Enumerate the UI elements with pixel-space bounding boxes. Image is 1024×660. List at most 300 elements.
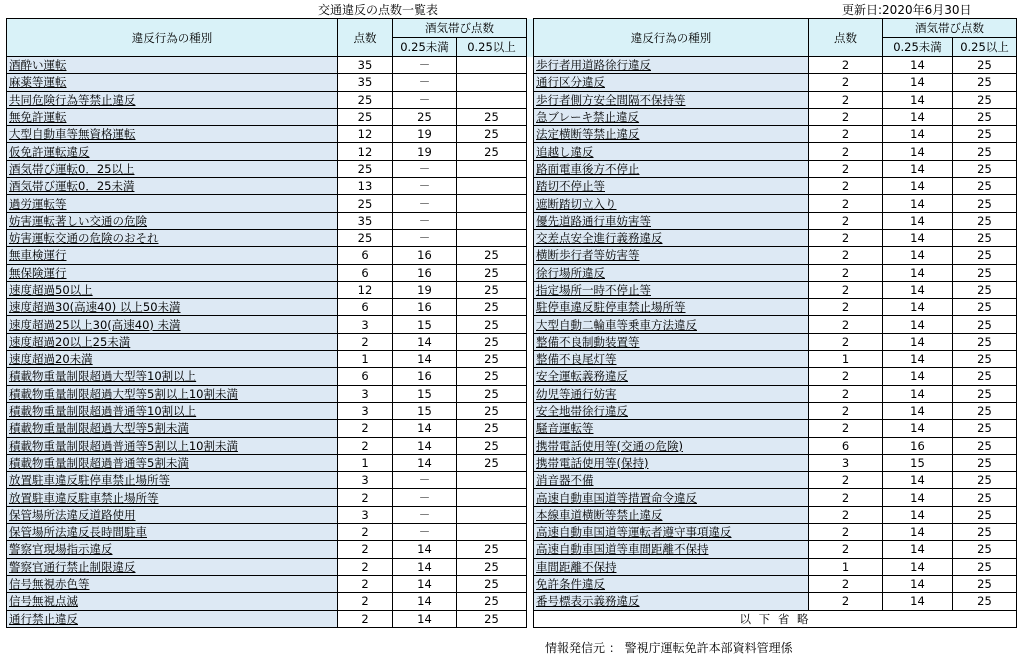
- table-row: [7, 610, 1017, 627]
- points-value: 1: [809, 351, 883, 368]
- violation-type: 高速自動車国道等措置命令違反: [534, 489, 809, 506]
- alcohol-ge025-value: 25: [457, 558, 527, 575]
- column-gap: [527, 108, 534, 125]
- violation-type: 仮免許運転違反: [7, 143, 338, 160]
- alcohol-lt025-value: 15: [883, 454, 953, 471]
- alcohol-lt025-value: 14: [393, 333, 457, 350]
- table-row: [7, 126, 1017, 143]
- points-value: 2: [809, 333, 883, 350]
- column-gap: [527, 74, 534, 91]
- points-value: 2: [809, 541, 883, 558]
- alcohol-lt025-value: 14: [393, 454, 457, 471]
- points-value: 2: [809, 229, 883, 246]
- column-gap: [527, 472, 534, 489]
- alcohol-ge025-value: 25: [953, 264, 1017, 281]
- table-row: [7, 593, 1017, 610]
- points-value: 12: [338, 143, 393, 160]
- header-alcohol: 酒気帯び点数: [883, 19, 1017, 38]
- alcohol-lt025-value: 14: [883, 316, 953, 333]
- alcohol-lt025-value: 14: [393, 437, 457, 454]
- alcohol-lt025-value: 16: [393, 264, 457, 281]
- header-ge025: 0.25以上: [953, 38, 1017, 57]
- alcohol-ge025-value: 25: [953, 57, 1017, 74]
- updated-date: 更新日:2020年6月30日: [842, 3, 972, 17]
- alcohol-lt025-value: 14: [883, 558, 953, 575]
- column-gap: [527, 454, 534, 471]
- violation-type: 速度超過50以上: [7, 281, 338, 298]
- points-value: 2: [809, 402, 883, 419]
- points-value: 3: [809, 454, 883, 471]
- alcohol-ge025-value: 25: [953, 178, 1017, 195]
- table-row: [7, 91, 1017, 108]
- column-gap: [527, 575, 534, 592]
- column-gap: [527, 178, 534, 195]
- points-value: 2: [809, 281, 883, 298]
- alcohol-ge025-value: 25: [457, 333, 527, 350]
- points-value: 2: [809, 126, 883, 143]
- alcohol-lt025-value: －: [393, 212, 457, 229]
- violation-type: 交差点安全進行義務違反: [534, 229, 809, 246]
- points-value: 2: [338, 593, 393, 610]
- points-value: 2: [809, 212, 883, 229]
- alcohol-lt025-value: 19: [393, 143, 457, 160]
- points-value: 2: [809, 299, 883, 316]
- header-lt025: 0.25未満: [883, 38, 953, 57]
- alcohol-ge025-value: 25: [457, 143, 527, 160]
- table-row: [7, 316, 1017, 333]
- violation-type: 踏切不停止等: [534, 178, 809, 195]
- points-value: 3: [338, 506, 393, 523]
- column-gap: [527, 506, 534, 523]
- points-value: 6: [338, 247, 393, 264]
- alcohol-lt025-value: 14: [883, 506, 953, 523]
- violation-type: 放置駐車違反駐車禁止場所等: [7, 489, 338, 506]
- table-row: [7, 454, 1017, 471]
- alcohol-lt025-value: 14: [393, 610, 457, 627]
- omitted-note: 以 下 省 略: [534, 610, 1017, 627]
- alcohol-ge025-value: 25: [953, 74, 1017, 91]
- alcohol-lt025-value: －: [393, 506, 457, 523]
- violation-type: 消音器不備: [534, 472, 809, 489]
- points-value: 2: [338, 489, 393, 506]
- alcohol-lt025-value: 14: [393, 351, 457, 368]
- column-gap: [527, 541, 534, 558]
- alcohol-ge025-value: 25: [953, 489, 1017, 506]
- points-value: 2: [338, 420, 393, 437]
- points-value: 3: [338, 316, 393, 333]
- violation-type: 通行禁止違反: [7, 610, 338, 627]
- alcohol-lt025-value: 14: [883, 368, 953, 385]
- table-row: [7, 524, 1017, 541]
- violation-type: 整備不良尾灯等: [534, 351, 809, 368]
- column-gap: [527, 57, 534, 74]
- points-value: 2: [809, 593, 883, 610]
- points-value: 35: [338, 212, 393, 229]
- alcohol-ge025-value: 25: [457, 247, 527, 264]
- column-gap: [527, 264, 534, 281]
- alcohol-lt025-value: 14: [393, 575, 457, 592]
- violation-type: 積載物重量制限超過大型等5割以上10割未満: [7, 385, 338, 402]
- violation-type: 積載物重量制限超過普通等5割以上10割未満: [7, 437, 338, 454]
- alcohol-lt025-value: 14: [393, 593, 457, 610]
- alcohol-lt025-value: 16: [393, 299, 457, 316]
- alcohol-ge025-value: 25: [953, 472, 1017, 489]
- header-alcohol: 酒気帯び点数: [393, 19, 527, 38]
- table-row: [7, 420, 1017, 437]
- alcohol-ge025-value: 25: [457, 610, 527, 627]
- column-gap: [527, 229, 534, 246]
- violation-type: 番号標表示義務違反: [534, 593, 809, 610]
- points-value: 1: [809, 558, 883, 575]
- violation-type: 高速自動車国道等車間距離不保持: [534, 541, 809, 558]
- violation-type: 無免許運転: [7, 108, 338, 125]
- alcohol-ge025-value: 25: [457, 316, 527, 333]
- alcohol-ge025-value: 25: [457, 541, 527, 558]
- alcohol-lt025-value: 14: [883, 472, 953, 489]
- alcohol-lt025-value: 14: [883, 143, 953, 160]
- points-value: 2: [809, 91, 883, 108]
- alcohol-lt025-value: 14: [883, 126, 953, 143]
- violation-type: 保管場所法違反道路使用: [7, 506, 338, 523]
- violation-type: 整備不良制動装置等: [534, 333, 809, 350]
- violation-type: 徐行場所違反: [534, 264, 809, 281]
- alcohol-lt025-value: 14: [883, 178, 953, 195]
- alcohol-ge025-value: 25: [953, 91, 1017, 108]
- table-row: [7, 195, 1017, 212]
- points-value: 35: [338, 74, 393, 91]
- points-value: 2: [809, 575, 883, 592]
- alcohol-ge025-value: 25: [953, 437, 1017, 454]
- violation-type: 大型自動二輪車等乗車方法違反: [534, 316, 809, 333]
- violation-type: 酒気帯び運転0．25以上: [7, 160, 338, 177]
- points-value: 25: [338, 195, 393, 212]
- violation-type: 信号無視点滅: [7, 593, 338, 610]
- alcohol-lt025-value: 14: [883, 489, 953, 506]
- points-value: 2: [338, 575, 393, 592]
- column-gap: [527, 19, 534, 57]
- violation-type: 妨害運転交通の危険のおそれ: [7, 229, 338, 246]
- violation-type: 通行区分違反: [534, 74, 809, 91]
- points-value: 6: [338, 368, 393, 385]
- alcohol-ge025-value: 25: [953, 143, 1017, 160]
- column-gap: [527, 524, 534, 541]
- violation-type: 横断歩行者等妨害等: [534, 247, 809, 264]
- alcohol-ge025-value: 25: [457, 368, 527, 385]
- points-value: 2: [338, 524, 393, 541]
- alcohol-ge025-value: [457, 489, 527, 506]
- alcohol-ge025-value: 25: [953, 299, 1017, 316]
- alcohol-ge025-value: 25: [953, 368, 1017, 385]
- header-type: 違反行為の種別: [7, 19, 338, 57]
- violation-type: 歩行者側方安全間隔不保持等: [534, 91, 809, 108]
- alcohol-ge025-value: 25: [457, 126, 527, 143]
- violation-type: 積載物重量制限超過普通等10割以上: [7, 402, 338, 419]
- violation-type: 共同危険行為等禁止違反: [7, 91, 338, 108]
- violation-type: 無車検運行: [7, 247, 338, 264]
- alcohol-ge025-value: [457, 472, 527, 489]
- alcohol-ge025-value: [457, 57, 527, 74]
- alcohol-lt025-value: －: [393, 91, 457, 108]
- table-row: [7, 402, 1017, 419]
- points-value: 2: [809, 143, 883, 160]
- alcohol-lt025-value: 19: [393, 126, 457, 143]
- alcohol-lt025-value: 14: [883, 108, 953, 125]
- table-row: [7, 333, 1017, 350]
- alcohol-ge025-value: [457, 506, 527, 523]
- alcohol-ge025-value: 25: [953, 541, 1017, 558]
- alcohol-ge025-value: 25: [953, 316, 1017, 333]
- header-lt025: 0.25未満: [393, 38, 457, 57]
- header-points: 点数: [809, 19, 883, 57]
- alcohol-lt025-value: 19: [393, 281, 457, 298]
- table-row: [7, 506, 1017, 523]
- violation-type: 騒音運転等: [534, 420, 809, 437]
- points-value: 1: [338, 351, 393, 368]
- points-value: 6: [809, 437, 883, 454]
- points-value: 2: [809, 74, 883, 91]
- violation-type: 本線車道横断等禁止違反: [534, 506, 809, 523]
- alcohol-lt025-value: 14: [393, 558, 457, 575]
- violation-type: 信号無視赤色等: [7, 575, 338, 592]
- violation-type: 大型自動車等無資格運転: [7, 126, 338, 143]
- alcohol-lt025-value: 14: [883, 299, 953, 316]
- table-row: [7, 212, 1017, 229]
- points-value: 2: [809, 195, 883, 212]
- alcohol-ge025-value: 25: [953, 524, 1017, 541]
- points-value: 1: [338, 454, 393, 471]
- alcohol-ge025-value: 25: [953, 108, 1017, 125]
- table-row: [7, 385, 1017, 402]
- violation-type: 放置駐車違反駐停車禁止場所等: [7, 472, 338, 489]
- violation-type: 法定横断等禁止違反: [534, 126, 809, 143]
- column-gap: [527, 402, 534, 419]
- alcohol-lt025-value: －: [393, 524, 457, 541]
- alcohol-lt025-value: 14: [883, 351, 953, 368]
- source-note: 情報発信元 ： 警視庁運転免許本部資料管理係: [545, 641, 793, 655]
- alcohol-lt025-value: 14: [883, 91, 953, 108]
- column-gap: [527, 385, 534, 402]
- header-row-1: [7, 19, 1017, 38]
- violation-type: 過労運転等: [7, 195, 338, 212]
- alcohol-lt025-value: 14: [883, 575, 953, 592]
- points-value: 3: [338, 402, 393, 419]
- points-table: [6, 18, 1017, 628]
- violation-type: 妨害運転著しい交通の危険: [7, 212, 338, 229]
- violation-type: 車間距離不保持: [534, 558, 809, 575]
- alcohol-lt025-value: 14: [883, 593, 953, 610]
- alcohol-ge025-value: 25: [953, 212, 1017, 229]
- alcohol-ge025-value: [457, 160, 527, 177]
- alcohol-ge025-value: 25: [953, 160, 1017, 177]
- column-gap: [527, 212, 534, 229]
- violation-type: 酒気帯び運転0．25未満: [7, 178, 338, 195]
- violation-type: 麻薬等運転: [7, 74, 338, 91]
- table-row: [7, 57, 1017, 74]
- violation-type: 酒酔い運転: [7, 57, 338, 74]
- table-row: [7, 229, 1017, 246]
- points-value: 2: [809, 489, 883, 506]
- column-gap: [527, 368, 534, 385]
- alcohol-ge025-value: 25: [953, 229, 1017, 246]
- points-value: 2: [809, 368, 883, 385]
- alcohol-ge025-value: 25: [953, 126, 1017, 143]
- column-gap: [527, 316, 534, 333]
- column-gap: [527, 610, 534, 627]
- alcohol-ge025-value: 25: [953, 351, 1017, 368]
- alcohol-lt025-value: 14: [883, 57, 953, 74]
- alcohol-lt025-value: －: [393, 57, 457, 74]
- points-value: 12: [338, 126, 393, 143]
- points-value: 25: [338, 91, 393, 108]
- table-row: [7, 351, 1017, 368]
- alcohol-lt025-value: －: [393, 472, 457, 489]
- violation-type: 積載物重量制限超過普通等5割未満: [7, 454, 338, 471]
- violation-type: 速度超過30(高速40) 以上50未満: [7, 299, 338, 316]
- points-value: 2: [338, 610, 393, 627]
- alcohol-lt025-value: 14: [883, 420, 953, 437]
- column-gap: [527, 437, 534, 454]
- column-gap: [527, 281, 534, 298]
- alcohol-ge025-value: [457, 229, 527, 246]
- table-row: [7, 160, 1017, 177]
- alcohol-lt025-value: 14: [883, 541, 953, 558]
- points-value: 2: [338, 541, 393, 558]
- violation-type: 駐停車違反駐停車禁止場所等: [534, 299, 809, 316]
- alcohol-lt025-value: 25: [393, 108, 457, 125]
- alcohol-ge025-value: 25: [953, 333, 1017, 350]
- table-row: [7, 264, 1017, 281]
- alcohol-ge025-value: 25: [457, 281, 527, 298]
- table-row: [7, 368, 1017, 385]
- column-gap: [527, 333, 534, 350]
- violation-type: 遮断踏切立入り: [534, 195, 809, 212]
- table-row: [7, 575, 1017, 592]
- alcohol-lt025-value: －: [393, 229, 457, 246]
- violation-type: 高速自動車国道等運転者遵守事項違反: [534, 524, 809, 541]
- violation-type: 追越し違反: [534, 143, 809, 160]
- header-points: 点数: [338, 19, 393, 57]
- table-row: [7, 558, 1017, 575]
- alcohol-ge025-value: [457, 524, 527, 541]
- alcohol-ge025-value: 25: [457, 299, 527, 316]
- points-value: 2: [809, 178, 883, 195]
- alcohol-ge025-value: 25: [953, 385, 1017, 402]
- points-value: 6: [338, 299, 393, 316]
- alcohol-lt025-value: 14: [883, 247, 953, 264]
- table-row: [7, 437, 1017, 454]
- column-gap: [527, 195, 534, 212]
- table-row: [7, 74, 1017, 91]
- points-value: 3: [338, 385, 393, 402]
- alcohol-ge025-value: 25: [953, 195, 1017, 212]
- table-row: [7, 178, 1017, 195]
- alcohol-lt025-value: －: [393, 489, 457, 506]
- column-gap: [527, 247, 534, 264]
- points-value: 2: [809, 264, 883, 281]
- table-row: [7, 247, 1017, 264]
- points-value: 2: [809, 57, 883, 74]
- alcohol-lt025-value: 14: [393, 541, 457, 558]
- violation-type: 警察官現場指示違反: [7, 541, 338, 558]
- alcohol-lt025-value: 14: [393, 420, 457, 437]
- alcohol-ge025-value: [457, 74, 527, 91]
- points-value: 2: [809, 420, 883, 437]
- alcohol-ge025-value: 25: [953, 593, 1017, 610]
- alcohol-ge025-value: [457, 178, 527, 195]
- table-row: [7, 489, 1017, 506]
- points-value: 2: [338, 437, 393, 454]
- points-value: 25: [338, 160, 393, 177]
- sheet-title: 交通違反の点数一覧表: [318, 3, 439, 17]
- column-gap: [527, 126, 534, 143]
- table-row: [7, 299, 1017, 316]
- alcohol-ge025-value: 25: [457, 351, 527, 368]
- violation-type: 警察官通行禁止制限違反: [7, 558, 338, 575]
- column-gap: [527, 489, 534, 506]
- violation-type: 積載物重量制限超過大型等5割未満: [7, 420, 338, 437]
- alcohol-lt025-value: 15: [393, 385, 457, 402]
- violation-type: 急ブレーキ禁止違反: [534, 108, 809, 125]
- alcohol-ge025-value: 25: [457, 437, 527, 454]
- violation-type: 無保険運行: [7, 264, 338, 281]
- alcohol-ge025-value: [457, 91, 527, 108]
- alcohol-ge025-value: 25: [457, 420, 527, 437]
- alcohol-ge025-value: 25: [953, 454, 1017, 471]
- violation-type: 指定場所一時不停止等: [534, 281, 809, 298]
- alcohol-lt025-value: 14: [883, 524, 953, 541]
- alcohol-ge025-value: 25: [457, 593, 527, 610]
- table-row: [7, 108, 1017, 125]
- violation-type: 安全運転義務違反: [534, 368, 809, 385]
- alcohol-ge025-value: 25: [953, 420, 1017, 437]
- points-value: 2: [809, 385, 883, 402]
- violation-type: 歩行者用道路徐行違反: [534, 57, 809, 74]
- alcohol-ge025-value: 25: [953, 281, 1017, 298]
- points-value: 2: [809, 160, 883, 177]
- table-row: [7, 541, 1017, 558]
- alcohol-lt025-value: 16: [393, 247, 457, 264]
- column-gap: [527, 91, 534, 108]
- alcohol-lt025-value: 14: [883, 74, 953, 91]
- column-gap: [527, 299, 534, 316]
- points-value: 3: [338, 472, 393, 489]
- column-gap: [527, 351, 534, 368]
- table-body: [7, 19, 1017, 628]
- alcohol-lt025-value: 14: [883, 333, 953, 350]
- alcohol-ge025-value: 25: [457, 264, 527, 281]
- alcohol-ge025-value: [457, 195, 527, 212]
- points-value: 35: [338, 57, 393, 74]
- points-value: 2: [809, 247, 883, 264]
- table-row: [7, 472, 1017, 489]
- table-row: [7, 281, 1017, 298]
- alcohol-ge025-value: 25: [457, 108, 527, 125]
- violation-type: 携帯電話使用等(交通の危険): [534, 437, 809, 454]
- alcohol-lt025-value: －: [393, 74, 457, 91]
- column-gap: [527, 593, 534, 610]
- alcohol-lt025-value: 14: [883, 212, 953, 229]
- column-gap: [527, 160, 534, 177]
- alcohol-lt025-value: －: [393, 178, 457, 195]
- violation-type: 携帯電話使用等(保持): [534, 454, 809, 471]
- alcohol-ge025-value: 25: [953, 558, 1017, 575]
- points-value: 13: [338, 178, 393, 195]
- alcohol-ge025-value: 25: [953, 506, 1017, 523]
- alcohol-ge025-value: 25: [457, 575, 527, 592]
- violation-type: 安全地帯徐行違反: [534, 402, 809, 419]
- alcohol-ge025-value: 25: [953, 402, 1017, 419]
- alcohol-ge025-value: 25: [457, 402, 527, 419]
